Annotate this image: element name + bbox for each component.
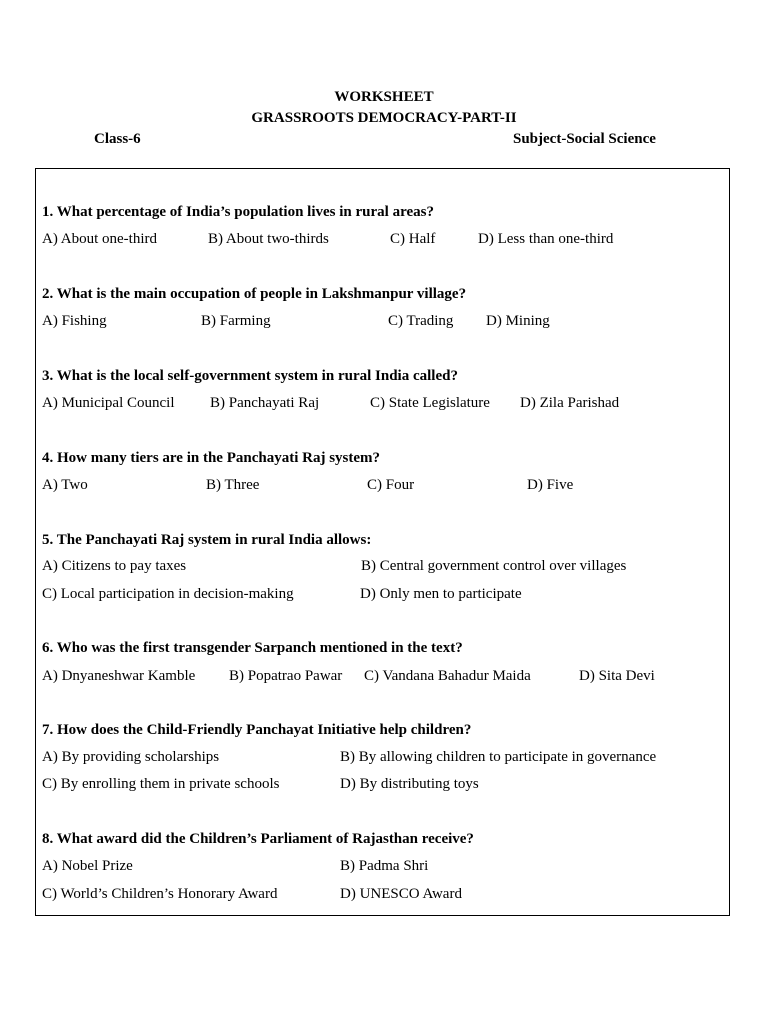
worksheet-title: WORKSHEET	[334, 89, 434, 105]
question-1: 1. What percentage of India’s population lives in rural areas?	[42, 204, 434, 220]
q5-option-a: A) Citizens to pay taxes	[42, 558, 187, 574]
q5-option-c: C) Local participation in decision-making	[42, 586, 294, 602]
question-3: 3. What is the local self-government system in rural India called?	[42, 368, 458, 384]
q5-option-b: B) Central government control over villages	[361, 558, 627, 574]
q2-option-c: C) Trading	[388, 313, 454, 329]
q8-option-d: D) UNESCO Award	[340, 886, 462, 902]
q4-option-d: D) Five	[527, 477, 574, 493]
q3-option-b: B) Panchayati Raj	[210, 395, 320, 411]
worksheet-subtitle: GRASSROOTS DEMOCRACY-PART-II	[251, 110, 517, 126]
q6-option-b: B) Popatrao Pawar	[229, 668, 343, 684]
q3-option-c: C) State Legislature	[370, 395, 490, 411]
question-6: 6. Who was the first transgender Sarpanch mentioned in the text?	[42, 640, 463, 656]
q3-option-d: D) Zila Parishad	[520, 395, 620, 411]
q8-option-b: B) Padma Shri	[340, 858, 429, 874]
q7-option-a: A) By providing scholarships	[42, 749, 220, 765]
class-label: Class-6	[94, 131, 141, 147]
question-8: 8. What award did the Children’s Parliament of Rajasthan receive?	[42, 831, 474, 847]
q6-option-d: D) Sita Devi	[579, 668, 655, 684]
q6-option-a: A) Dnyaneshwar Kamble	[42, 668, 196, 684]
q4-option-b: B) Three	[206, 477, 260, 493]
q2-option-b: B) Farming	[201, 313, 271, 329]
question-4: 4. How many tiers are in the Panchayati Raj system?	[42, 450, 381, 466]
q7-option-c: C) By enrolling them in private schools	[42, 776, 280, 792]
q3-option-a: A) Municipal Council	[42, 395, 175, 411]
q4-option-a: A) Two	[42, 477, 88, 493]
question-5: 5. The Panchayati Raj system in rural India allows:	[42, 532, 372, 548]
q7-option-d: D) By distributing toys	[340, 776, 479, 792]
subject-label: Subject-Social Science	[513, 131, 656, 147]
q4-option-c: C) Four	[367, 477, 415, 493]
q5-option-d: D) Only men to participate	[360, 586, 522, 602]
q1-option-b: B) About two-thirds	[208, 231, 329, 247]
q1-option-d: D) Less than one-third	[478, 231, 614, 247]
q1-option-a: A) About one-third	[42, 231, 157, 247]
q2-option-d: D) Mining	[486, 313, 550, 329]
q2-option-a: A) Fishing	[42, 313, 107, 329]
question-7: 7. How does the Child-Friendly Panchayat Initiative help children?	[42, 722, 472, 738]
q1-option-c: C) Half	[390, 231, 436, 247]
question-2: 2. What is the main occupation of people in Lakshmanpur village?	[42, 286, 467, 302]
q8-option-c: C) World’s Children’s Honorary Award	[42, 886, 278, 902]
q8-option-a: A) Nobel Prize	[42, 858, 133, 874]
q7-option-b: B) By allowing children to participate in governance	[340, 749, 657, 765]
q6-option-c: C) Vandana Bahadur Maida	[364, 668, 531, 684]
